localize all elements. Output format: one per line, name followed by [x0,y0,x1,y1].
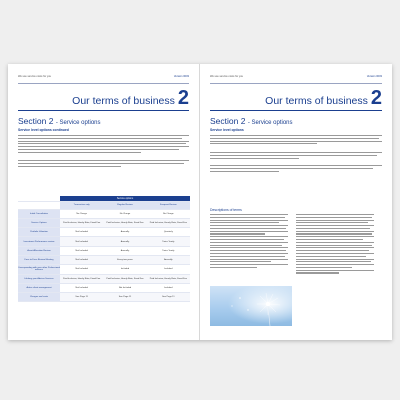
left-section-subtitle: - Service options [55,120,101,126]
table-cell: Not Included [103,283,146,292]
left-title-rule [18,110,189,111]
table-cell: Included [103,265,146,274]
right-page-title [265,89,382,107]
table-row-label: Active client management [18,283,60,292]
table-cell: Paid Inclusive, Hourly Rate, Fixed Fee [60,218,103,227]
table-row [18,283,190,292]
right-section-heading [210,116,293,126]
table-cell: Paid Inclusive, Hourly Rate, Fixed Fee [103,218,146,227]
left-title-number: 2 [177,87,189,109]
table-row-label: Face to Face Review Meeting [18,255,60,264]
table-col-header: Frequent Review [147,202,190,210]
table-cell: Not Included [60,265,103,274]
table-row-label: Corresponding with your other Professional advisers [18,265,60,274]
table-row [18,218,190,227]
left-page-title [72,89,189,107]
right-body-text-2 [210,152,382,160]
right-section-title: Section 2 [210,116,246,126]
table-row [18,255,190,264]
descriptions-column-right [296,214,374,275]
right-page [200,64,392,340]
right-title-rule [210,110,382,111]
table-cell: Included [147,283,190,292]
table-cell: No Charge [103,209,146,218]
left-section-title: Section 2 [18,116,54,126]
table-cell: Annually [103,237,146,246]
left-body-text-1 [18,135,189,154]
document-spread [8,64,392,340]
table-row [18,274,190,283]
right-title-text: Our terms of business [265,95,368,107]
right-running-head [210,75,382,81]
table-row-label: Asset Allocation Review [18,246,60,255]
table-row [18,228,190,237]
left-section-heading [18,116,101,126]
table-col-header: Regular Review [103,202,146,210]
table-row-label: Charges and costs [18,293,60,302]
left-header-rule [18,83,189,84]
right-title-number: 2 [370,87,382,109]
left-running-head-text: We use service costs for you [18,75,52,78]
descriptions-column-left [210,208,288,270]
table-group-header: Service options [60,196,190,202]
dandelion-seed-image [210,286,292,326]
table-row-label: Portfolio Valuation [18,228,60,237]
table-row [18,237,190,246]
table-cell: Paid Inclusive, Hourly Rate, Fixed Fee [103,274,146,283]
left-body-text-2 [18,160,189,168]
table-row-label: Investment Performance review [18,237,60,246]
table-cell: Not Included [60,255,103,264]
table-cell: Annually [103,228,146,237]
table-row [18,293,190,302]
table-cell: Not Included [60,246,103,255]
left-version-label: Version 0003 [173,75,189,78]
table-row [18,246,190,255]
dandelion-icon [210,286,292,326]
table-cell: Quarterly [147,228,190,237]
right-body-text-1 [210,135,382,146]
table-cell: Not Included [60,237,103,246]
table-row-label: Lifelong your Adviser Services [18,274,60,283]
table-cell: Annually [147,255,190,264]
table-cell: See Page 11 [60,293,103,302]
table-cell: Annually [103,246,146,255]
table-cell: No Charge [147,209,190,218]
service-options-table [18,196,190,302]
table-cell: No Charge [60,209,103,218]
table-cell: Twice Yearly [147,246,190,255]
table-row-label: Initial Consultation [18,209,60,218]
right-version-label: Version 0003 [366,75,382,78]
table-col-header: Transaction only [60,202,103,210]
right-running-head-text: We use service costs for you [210,75,244,78]
table-cell: Included [147,265,190,274]
right-subheading: Service level options [210,128,244,132]
right-section-subtitle: - Service options [247,120,293,126]
table-cell: Paid Inclusive, Hourly Rate, Fixed Fee [147,218,190,227]
table-header-blank [18,202,60,210]
table-cell: See Page 11 [147,293,190,302]
left-running-head [18,75,189,81]
descriptions-heading: Descriptions of terms [210,208,242,212]
left-subheading: Service level options continued [18,128,69,132]
table-row [18,265,190,274]
table-cell: Not Included [60,283,103,292]
table-cell: Not Included [60,228,103,237]
right-body-text-3 [210,165,382,173]
left-page [8,64,200,340]
left-title-text: Our terms of business [72,95,175,107]
table-cell: Paid Inclusive, Hourly Rate, Fixed Fee [60,274,103,283]
table-cell: Every two years [103,255,146,264]
table-cell: Paid Inclusive, Hourly Rate, Fixed Fee [147,274,190,283]
right-header-rule [210,83,382,84]
table-cell: See Page 11 [103,293,146,302]
table-row [18,209,190,218]
table-row-label: Service Options [18,218,60,227]
table-cell: Twice Yearly [147,237,190,246]
